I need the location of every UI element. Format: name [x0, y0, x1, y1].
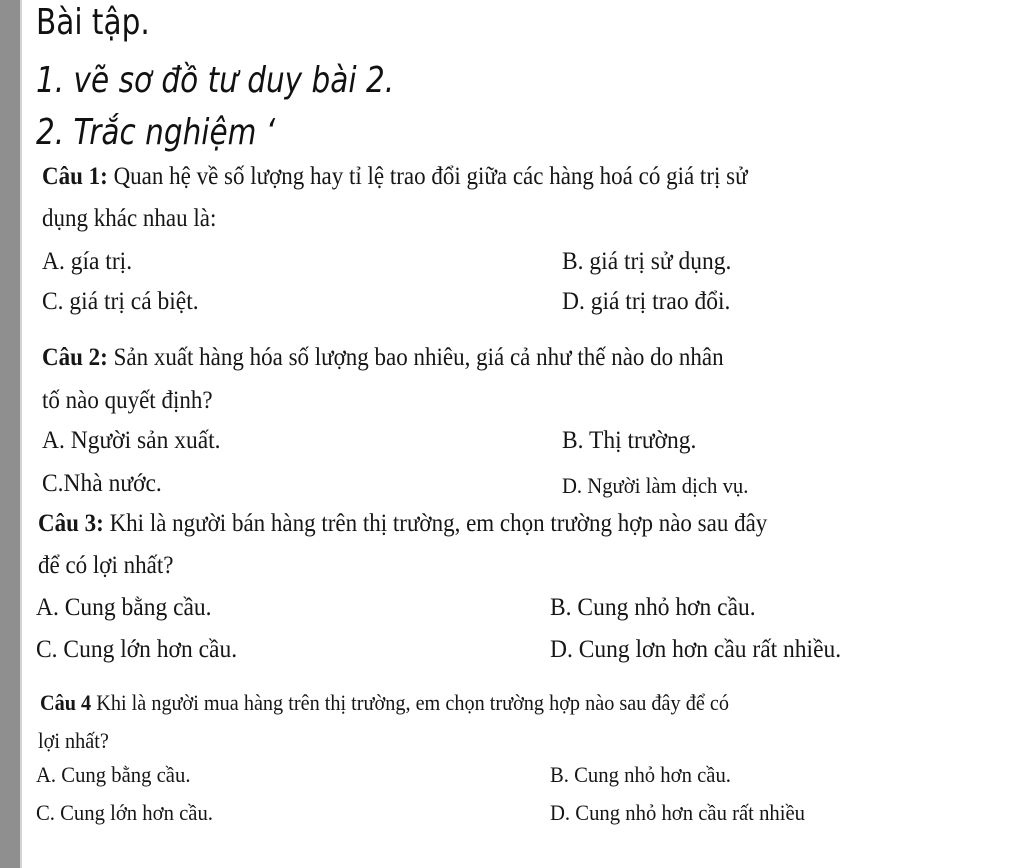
question-2-option-a: A. Người sản xuất. — [42, 427, 221, 454]
question-1-option-b: B. giá trị sử dụng. — [562, 248, 732, 275]
question-2-line-2: tố nào quyết định? — [42, 387, 213, 414]
question-1-label: Câu 1: — [42, 163, 108, 190]
question-3-text: Khi là người bán hàng trên thị trường, em chọn trường hợp nào sau đây — [103, 510, 768, 537]
question-4-option-d: D. Cung nhỏ hơn cầu rất nhiều — [550, 800, 806, 825]
document-page — [22, 0, 1024, 868]
question-3-option-c: C. Cung lớn hơn cầu. — [36, 636, 238, 663]
section-multiple-choice: 2. Trắc nghiệm ‘ — [36, 112, 276, 153]
question-2-label: Câu 2: — [42, 344, 108, 371]
question-2-text: Sản xuất hàng hóa số lượng bao nhiêu, giá cả như thế nào do nhân — [107, 344, 724, 371]
document-title: Bài tập. — [36, 2, 150, 43]
question-4-option-a: A. Cung bằng cầu. — [36, 762, 191, 787]
question-4-option-c: C. Cung lớn hơn cầu. — [36, 800, 213, 825]
question-1-text: Quan hệ về số lượng hay tỉ lệ trao đổi giữa các hàng hoá có giá trị sử — [107, 163, 748, 190]
question-4-line-1 — [40, 690, 729, 716]
question-4-text: Khi là người mua hàng trên thị trường, em chọn trường hợp nào sau đây để có — [91, 690, 729, 715]
question-2-option-b: B. Thị trường. — [562, 427, 697, 454]
question-4-line-2: lợi nhất? — [38, 728, 109, 753]
question-2-line-1 — [42, 344, 724, 372]
left-edge-shadow — [0, 0, 20, 868]
question-3-option-b: B. Cung nhỏ hơn cầu. — [550, 594, 756, 621]
question-1-line-2: dụng khác nhau là: — [42, 205, 217, 232]
question-1-option-a: A. gía trị. — [42, 248, 133, 275]
question-4-option-b: B. Cung nhỏ hơn cầu. — [550, 762, 731, 787]
question-2-option-d: D. Người làm dịch vụ. — [562, 473, 749, 498]
question-1-line-1 — [42, 163, 748, 191]
question-3-option-d: D. Cung lơn hơn cầu rất nhiều. — [550, 636, 842, 663]
section-mind-map: 1. vẽ sơ đồ tư duy bài 2. — [36, 60, 395, 101]
question-3-line-2: để có lợi nhất? — [38, 552, 174, 579]
question-4-label: Câu 4 — [40, 690, 92, 715]
question-3-option-a: A. Cung bằng cầu. — [36, 594, 212, 621]
question-3-label: Câu 3: — [38, 510, 104, 537]
question-1-option-c: C. giá trị cá biệt. — [42, 288, 199, 315]
question-1-option-d: D. giá trị trao đổi. — [562, 288, 731, 315]
question-3-line-1 — [38, 510, 767, 538]
question-2-option-c: C.Nhà nước. — [42, 470, 162, 497]
